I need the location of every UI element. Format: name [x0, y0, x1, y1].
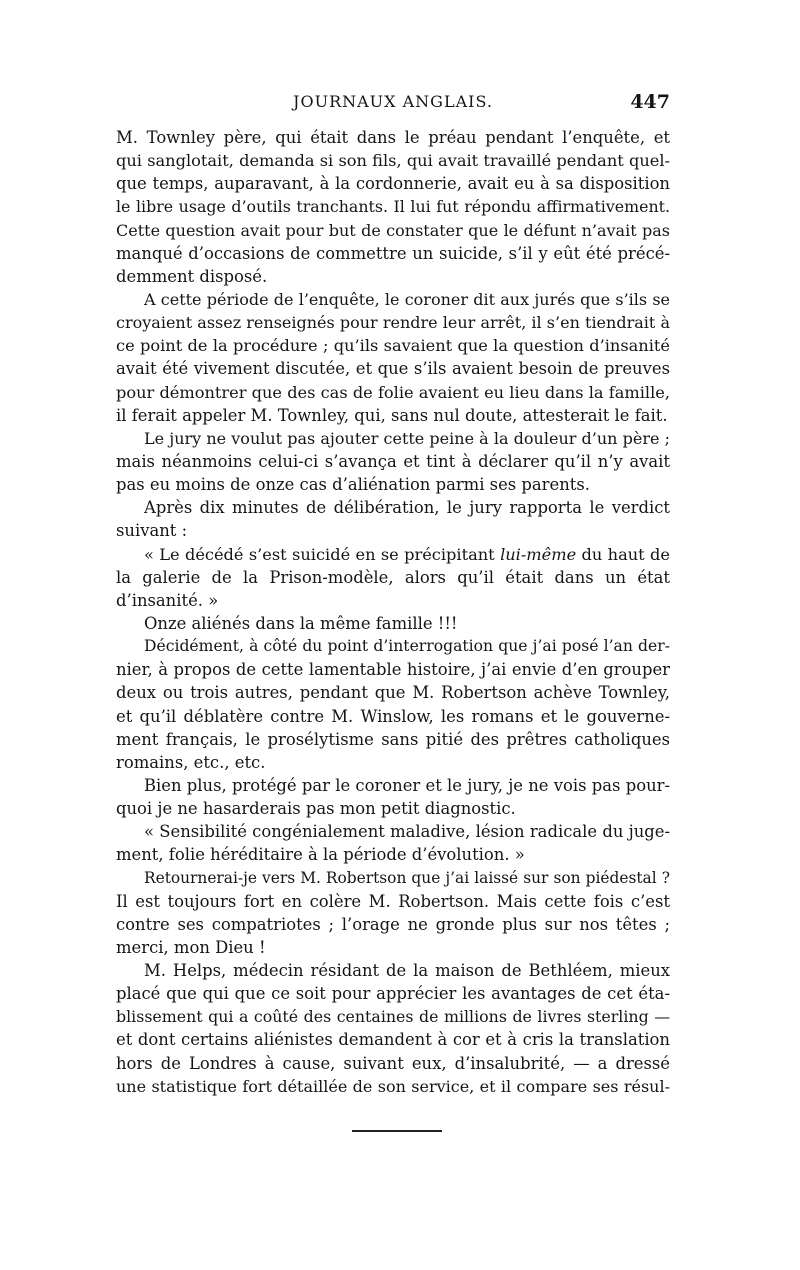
text-line: hors de Londres à cause, suivant eux, d’insalubrité, — a dressé	[116, 1053, 670, 1073]
body-text	[116, 126, 670, 1098]
text-line: quoi je ne hasarderais pas mon petit diagnostic.	[116, 799, 516, 819]
text-line: Il est toujours fort en colère M. Robertson. Mais cette fois c’est	[116, 891, 670, 911]
text-line: le libre usage d’outils tranchants. Il lui fut répondu affirmativement.	[116, 197, 670, 217]
text-line: Après dix minutes de délibération, le jury rapporta le verdict	[144, 498, 670, 518]
text-line: Cette question avait pour but de constater que le défunt n’avait pas	[116, 220, 670, 240]
text-line: « Sensibilité congénialement maladive, lésion radicale du juge-	[144, 822, 670, 842]
footer-rule	[352, 1130, 442, 1132]
text-line: romains, etc., etc.	[116, 752, 266, 772]
text-line: manqué d’occasions de commettre un suicide, s’il y eût été précé-	[116, 243, 670, 263]
text-line: nier, à propos de cette lamentable histoire, j’ai envie d’en grouper	[116, 660, 670, 680]
text-line: Décidément, à côté du point d’interrogation que j’ai posé l’an der-	[144, 637, 670, 656]
text-line: Bien plus, protégé par le coroner et le jury, je ne vois pas pour-	[144, 775, 670, 795]
text-line: Le jury ne voulut pas ajouter cette peine à la douleur d’un père ;	[144, 428, 670, 448]
text-line: mais néanmoins celui-ci s’avança et tint à déclarer qu’il n’y avait	[116, 451, 670, 471]
running-head	[116, 92, 670, 118]
text-line: que temps, auparavant, à la cordonnerie, avait eu à sa disposition	[116, 174, 670, 194]
page-number: 447	[630, 91, 670, 113]
text-line: ment, folie héréditaire à la période d’évolution. »	[116, 845, 525, 865]
text-segment: « Le décédé s’est suicidé en se précipitant	[144, 544, 495, 564]
text-line: ce point de la procédure ; qu’ils savaient que la question d’insanité	[116, 336, 670, 356]
text-line: Onze aliénés dans la même famille !!!	[144, 613, 458, 633]
text-line: blissement qui a coûté des centaines de millions de livres sterling —	[116, 1007, 670, 1027]
text-line: et qu’il déblatère contre M. Winslow, les romans et le gouverne-	[116, 706, 670, 726]
text-line: ment français, le prosélytisme sans pitié des prêtres catholiques	[116, 729, 670, 749]
text-line: demment disposé.	[116, 266, 268, 286]
running-title: JOURNAUX ANGLAIS.	[293, 92, 493, 111]
text-line: il ferait appeler M. Townley, qui, sans nul doute, attesterait le fait.	[116, 405, 668, 425]
text-line: pour démontrer que des cas de folie avaient eu lieu dans la famille,	[116, 382, 670, 402]
text-line: la galerie de la Prison-modèle, alors qu’il était dans un état	[116, 567, 670, 587]
text-line: qui sanglotait, demanda si son fils, qui avait travaillé pendant quel-	[116, 151, 670, 171]
text-line: d’insanité. »	[116, 590, 219, 610]
text-line: merci, mon Dieu !	[116, 937, 266, 957]
text-line: deux ou trois autres, pendant que M. Robertson achève Townley,	[116, 683, 670, 703]
text-segment: du haut de	[576, 544, 670, 564]
text-line: contre ses compatriotes ; l’orage ne gronde plus sur nos têtes ;	[116, 914, 670, 934]
text-line: M. Helps, médecin résidant de la maison de Bethléem, mieux	[144, 961, 670, 981]
text-line: avait été vivement discutée, et que s’ils avaient besoin de preuves	[116, 359, 670, 379]
text-line: A cette période de l’enquête, le coroner dit aux jurés que s’ils se	[144, 289, 670, 309]
text-line: une statistique fort détaillée de son service, et il compare ses résul-	[116, 1076, 670, 1096]
text-line: M. Townley père, qui était dans le préau pendant l’enquête, et	[116, 128, 670, 147]
text-line: placé que qui que ce soit pour apprécier les avantages de cet éta-	[116, 984, 670, 1004]
text-line: croyaient assez renseignés pour rendre leur arrêt, il s’en tiendrait à	[116, 313, 670, 333]
text-line: Retournerai-je vers M. Robertson que j’ai laissé sur son piédestal ?	[144, 868, 670, 887]
text-line: pas eu moins de onze cas d’aliénation parmi ses parents.	[116, 475, 590, 495]
italic-text: lui-même	[500, 544, 577, 564]
text-line: et dont certains aliénistes demandent à cor et à cris la translation	[116, 1030, 670, 1050]
text-line: suivant :	[116, 521, 188, 541]
text-line	[116, 543, 670, 566]
